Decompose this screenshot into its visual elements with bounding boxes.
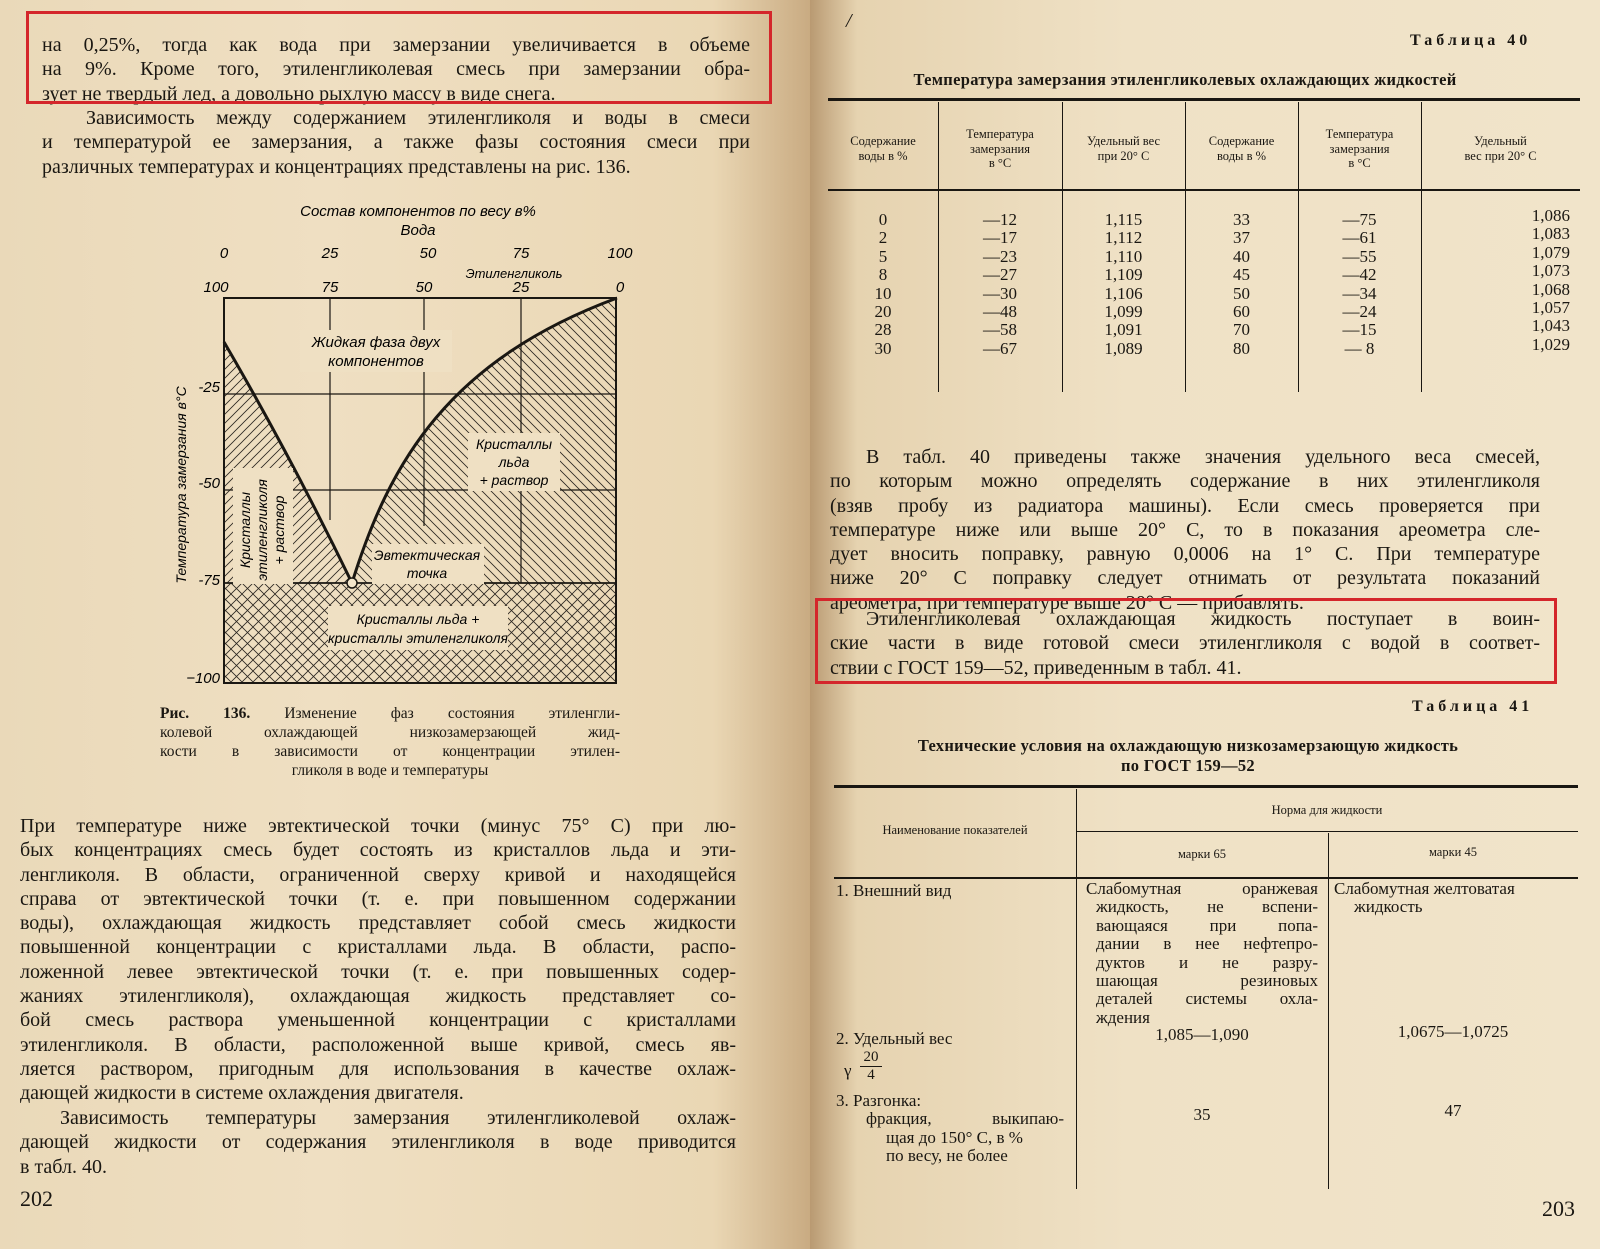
glycol-axis-title: Этиленгликоль [465,266,563,281]
table-cell: —48 [983,302,1017,322]
header-text: Содержание [850,134,916,148]
table-cell: 1,057 [1531,298,1570,318]
cell-line: Слабомутная оранжевая [1086,879,1318,898]
table40-column-temp [938,211,1062,358]
caption-text: Изменение фаз состояния этиленгли- [284,705,620,722]
table-cell: 70 [1233,320,1250,340]
figure-caption [160,704,620,780]
body-paragraph [20,814,736,1106]
text-line: повышенной концентрации с кристаллами льда. В области, распо- [20,936,736,959]
fraction-denominator: 4 [867,1067,875,1083]
cell-line: фракция, выкипаю- [866,1109,1064,1129]
table-cell: 37 [1233,228,1250,248]
ice-region-label: + раствор [479,472,549,488]
table40-column-temp-2 [1298,211,1421,358]
ice-region-label: льда [498,454,530,470]
col-divider [1328,833,1329,1189]
text-line: дует вносить поправку, равную 0,0006 на 1° С. При температуре [830,543,1540,566]
header-text: в °С [1348,156,1371,170]
text-line: Зависимость температуры замерзания этиленгликолевой охлаж- [60,1107,736,1129]
table40-column-density [1062,211,1185,358]
header-text: Удельный [1474,134,1527,148]
caption-figure-number: Рис. 136. [160,705,251,722]
text-line: зует не твердый лед, а довольно рыхлую массу в виде снега. [42,82,556,105]
row1-mark45 [1334,880,1574,917]
cell-line: Слабомутная желтоватая [1334,879,1515,898]
caption-line: кости в зависимости от концентрации этилен- [160,743,620,760]
row1-mark65 [1086,880,1318,1027]
table-cell: 45 [1233,265,1250,285]
rule-top [834,785,1578,788]
row3-mark65: 35 [1193,1105,1211,1124]
text-line: дающей жидкости в системе охлаждения двигателя. [20,1082,464,1105]
glycol-region-label: + раствор [271,495,287,565]
glycol-tick: 75 [321,279,339,296]
table-cell: —34 [1342,283,1377,303]
text-line: различных температурах и концентрациях представлены на рис. 136. [42,155,631,178]
cell-line: ждения [1096,1007,1150,1027]
y-tick: -25 [198,379,220,396]
table40 [828,98,1580,393]
table40-label: Таблица 40 [1410,32,1532,49]
eutectic-label: Эвтектическая [373,547,481,563]
glycol-region-label: Кристаллы [237,491,253,569]
table-cell: 80 [1233,338,1250,358]
table-cell: 28 [874,320,892,340]
row3-name [836,1092,1064,1166]
table-cell: —15 [1342,320,1377,340]
text-line: ские части в виде готовой смеси этиленгликоля с водой в соответ- [830,632,1540,655]
water-axis-title: Вода [400,222,436,239]
text-line: Зависимость между содержанием этиленгликоля и воды в смеси [86,107,750,129]
text-line: ствии с ГОСТ 159—52, приведенным в табл. 41. [830,656,1242,679]
row2-mark45: 1,0675—1,0725 [1397,1022,1509,1041]
cell-line: дуктов и не разру- [1096,952,1318,972]
header-cell [1421,134,1580,163]
table41-col-norm: Норма для жидкости [1271,803,1383,817]
table40-title: Температура замерзания этиленгликолевых охлаждающих жидкостей [913,70,1457,89]
table-cell: — 8 [1344,338,1375,358]
text-line: бой смесь раствора уменьшенной концентрации с кристаллами [20,1009,736,1032]
rule-header [828,189,1580,191]
table-cell: 60 [1233,302,1250,322]
y-tick: -50 [198,475,220,492]
y-tick: -75 [198,572,220,589]
cell-line: деталей системы охла- [1096,989,1318,1009]
cell-line: жидкость, не вспени- [1096,897,1318,917]
cell-line: шающая резиновых [1096,971,1318,991]
page-number-right: 203 [1542,1196,1575,1221]
cell-line: щая до 150° С, в % [886,1127,1023,1147]
cell-line: дании в нее нефтепро- [1096,934,1318,954]
row2-gamma: γ [844,1061,852,1080]
text-line: на 0,25%, тогда как вода при замерзании увеличивается в объеме [42,34,750,56]
table-cell: 1,068 [1531,279,1570,299]
text-line: бых концентрациях смесь будет состоять из кристаллов льда и эти- [20,839,736,862]
header-text: воды в % [858,148,908,163]
header-cell [1062,134,1185,163]
caption-line: колевой охлаждающей низкозамерзающей жид- [160,724,620,741]
table-cell: —67 [983,338,1017,358]
table40-column-density-2 [1421,207,1580,354]
table41-label: Таблица 41 [1412,698,1534,715]
water-tick: 25 [321,245,339,262]
eutectic-label: точка [406,565,448,581]
glycol-tick: 0 [615,279,625,296]
text-line: дающей жидкости от содержания этиленгликоля в воде приводится [20,1131,736,1154]
mixed-region-label: Кристаллы льда + [356,611,480,627]
caption-line [160,704,620,723]
table41-title-line: Технические условия на охлаждающую низкозамерзающую жидкость [917,736,1459,755]
text-line: В табл. 40 приведены также значения удельного веса смесей, [866,446,1540,468]
table-cell: —17 [983,228,1017,248]
composition-axis-title: Состав компонентов по весу в% [300,203,536,220]
glycol-tick: 100 [203,279,229,296]
header-cell [1298,127,1421,171]
glycol-region-label: этиленгликоля [254,479,270,581]
table-cell: 20 [874,302,892,322]
text-line: воды), охлаждающая жидкость представляет собой смесь жидкости [20,912,736,935]
table-cell: 1,112 [1104,228,1143,248]
table-cell: 40 [1233,246,1250,266]
text-line: и температурой ее замерзания, а также фазы состояния смеси при [42,131,750,154]
header-text: замерзания [1329,141,1390,156]
text-line: ложенной левее эвтектической точки (т. е. при повышенных содер- [20,960,736,983]
table-cell: 1,110 [1104,246,1143,266]
header-text: замерзания [970,141,1030,156]
table-cell: 1,083 [1531,224,1570,244]
text-line: При температуре ниже эвтектической точки (минус 75° С) при лю- [20,815,736,837]
table-cell: 30 [874,338,892,358]
text-line: на 9%. Кроме того, этиленгликолевая смесь при замерзании обра- [42,58,750,81]
liquid-region-label: Жидкая фаза двух [311,334,441,351]
text-line: (взяв пробу из радиатора машины). Если смесь проверяется при [830,494,1540,517]
table-cell: 2 [878,228,888,248]
table40-column-water-2 [1185,211,1298,358]
header-cell [938,127,1062,171]
header-cell [828,134,938,163]
table-cell: —61 [1342,228,1377,248]
page-number-left: 202 [20,1186,53,1211]
table-cell: 1,043 [1531,316,1570,336]
y-tick: −100 [186,670,220,687]
table-cell: 1,029 [1531,334,1570,354]
text-line: по которым можно определять содержание в них этиленгликоля [830,470,1540,493]
header-text: Содержание [1208,134,1275,148]
text-line: справа от эвтектической точки (т. е. при повышенном содержании [20,887,736,910]
text-line: ареометра, при температуре выше 20° С — прибавлять. [830,591,1304,614]
table-cell: —75 [1342,210,1377,229]
text-line: этиленгликоля. В области, расположенной выше кривой, смесь яв- [20,1033,736,1056]
y-axis-label: Температура замерзания в°С [173,386,189,584]
table-cell: 1,099 [1104,302,1143,322]
table41-title-line: по ГОСТ 159—52 [1120,756,1255,775]
cell-line: 3. Разгонка: [836,1091,922,1110]
mixed-region-label: кристаллы этиленгликоля [328,630,508,646]
rule-top [828,98,1580,101]
table-cell: —58 [983,320,1017,340]
table-cell: 50 [1233,283,1250,303]
cell-line: жидкость [1354,897,1423,917]
table-cell: 1,109 [1104,265,1143,285]
table41-col-45: марки 45 [1428,845,1477,859]
liquid-region-label: компонентов [328,353,424,370]
water-tick: 0 [219,245,229,262]
table-cell: 1,073 [1531,261,1570,281]
table-cell: 0 [878,210,888,229]
table-cell: —24 [1342,302,1377,322]
header-text: в °С [988,156,1012,170]
row2-name: 2. Удельный вес [836,1029,953,1048]
header-cell [1185,134,1298,163]
table-cell: 1,079 [1531,242,1570,262]
table-cell: —23 [983,246,1017,266]
row1-name: 1. Внешний вид [836,881,952,900]
cell-line: по весу, не более [886,1146,1008,1166]
table-cell: —12 [983,210,1017,229]
header-text: Температура [1325,127,1394,141]
table-cell: —55 [1342,246,1377,266]
closing-paragraph [20,1106,736,1179]
table-cell: —42 [1342,265,1377,285]
header-text: Удельный вес [1086,134,1161,148]
row3-mark45: 47 [1444,1101,1462,1120]
table41-title [830,736,1546,776]
text-line: жаниях этиленгликоля), охлаждающая жидкость представляет со- [20,985,736,1008]
table-cell: 1,086 [1531,206,1570,225]
row2-fraction [860,1049,882,1084]
text-line: ляется раствором, пригодным для использования в качестве охлаж- [20,1057,736,1080]
glycol-tick: 25 [512,279,530,296]
ice-region-label: Кристаллы [475,436,553,452]
text-line: ленгликоля. В области, ограниченной сверху кривой и находящейся [20,863,736,886]
specific-gravity-paragraph [830,445,1540,615]
rule-sub [1076,831,1578,832]
eutectic-point [347,578,357,588]
table41-col-65: марки 65 [1177,847,1226,861]
cell-line: вающаяся при попа- [1096,915,1318,935]
text-line: Этиленгликолевая охлаждающая жидкость поступает в воин- [866,608,1540,630]
row2-mark65: 1,085—1,090 [1155,1025,1249,1044]
highlight-box-bottom [815,598,1557,684]
water-tick: 75 [512,245,530,262]
water-tick: 100 [607,245,633,262]
header-text: Температура [966,127,1034,141]
phase-diagram [0,0,810,700]
table-cell: 33 [1233,210,1250,229]
table-cell: 8 [878,265,888,285]
header-text: воды в % [1216,148,1267,163]
table-cell: 1,091 [1104,320,1143,340]
table-cell: —27 [983,265,1017,285]
table-cell: 1,106 [1104,283,1143,303]
table-cell: —30 [983,283,1017,303]
table-cell: 5 [878,246,888,266]
header-text: вес при 20° С [1464,148,1537,163]
right-page [810,0,1600,1249]
text-line: ниже 20° С поправку следует отнимать от результата показаний [830,567,1540,590]
table-cell: 1,115 [1104,210,1143,229]
table-cell: 10 [874,283,892,303]
header-text: при 20° С [1097,148,1150,163]
table-cell: 1,089 [1104,338,1143,358]
glycol-tick: 50 [415,279,433,296]
fraction-numerator: 20 [860,1049,882,1067]
table41-col-name: Наименование показателей [882,823,1028,837]
table40-column-water [828,211,938,358]
table41 [834,785,1578,1195]
text-line: в табл. 40. [20,1155,107,1178]
caption-line: гликоля в воде и температуры [291,762,489,779]
text-line: температуре ниже или выше 20° С, то в показания ареометра сле- [830,518,1540,541]
margin-mark: / [846,10,852,32]
water-tick: 50 [419,245,437,262]
